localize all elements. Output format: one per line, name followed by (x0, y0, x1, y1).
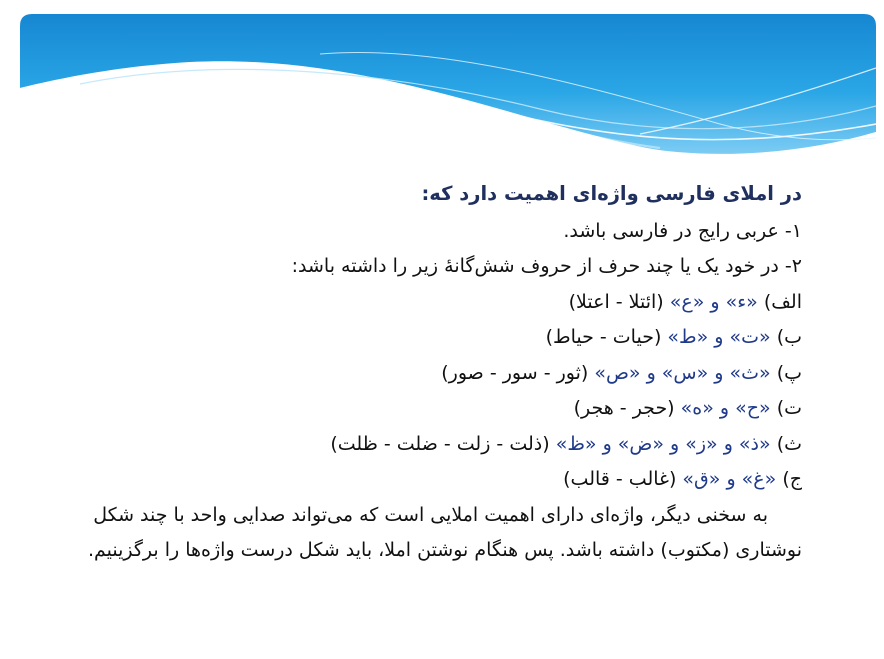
group-examples: (حیات - حیاط) (545, 326, 662, 348)
group-be (60, 320, 802, 356)
group-label: پ) (776, 361, 802, 384)
group-letters: «ت» و «ط» (667, 326, 771, 348)
group-pe (60, 356, 802, 392)
group-label: الف) (763, 290, 802, 313)
group-letters: «ث» و «س» و «ص» (594, 361, 771, 384)
heading: در املای فارسی واژه‌ای اهمیت دارد که: (421, 182, 802, 205)
group-label: ب) (776, 326, 802, 348)
group-label: ت) (776, 397, 802, 419)
group-se (60, 427, 802, 463)
group-examples: (غالب - قالب) (563, 468, 677, 490)
group-jim (60, 462, 802, 498)
group-examples: (ثور - سور - صور) (441, 361, 589, 384)
wave-banner (20, 14, 876, 174)
item-2: ۲- در خود یک یا چند حرف از حروف شش‌گانهٔ زیر را داشته باشد: (291, 255, 802, 277)
group-letters: «ء» و «ع» (669, 290, 758, 313)
group-label: ج) (782, 468, 802, 490)
content (60, 176, 802, 569)
group-te (60, 391, 802, 427)
group-letters: «غ» و «ق» (682, 468, 777, 490)
summary-paragraph: به سخنی دیگر، واژه‌ای دارای اهمیت املایی است که می‌تواند صدایی واحد با چند شکل نوشتاری (مکتوب) داشته باشد. پس هنگام نوشتن املا، باید شکل درست واژه‌ها را برگزینیم. (87, 503, 802, 561)
group-letters: «ذ» و «ز» و «ض» و «ظ» (555, 432, 771, 455)
item-1: ۱- عربی رایج در فارسی باشد. (563, 219, 802, 242)
group-examples: (حجر - هجر) (573, 397, 675, 419)
group-examples: (ائتلا - اعتلا) (568, 290, 664, 313)
group-alef (60, 285, 802, 321)
group-examples: (ذلت - زلت - ضلت - ظلت) (330, 432, 550, 455)
group-label: ث) (776, 432, 802, 455)
group-letters: «ح» و «ه» (680, 397, 771, 419)
